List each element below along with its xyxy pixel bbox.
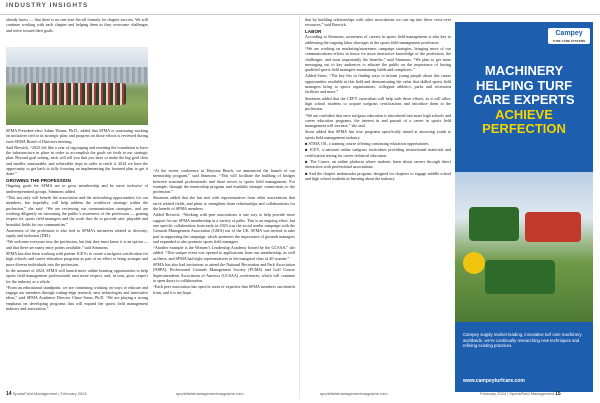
article-column-1-bottom xyxy=(6,128,148,388)
paragraph: Straw added that SFMA has four programs specifically aimed at attracting youth to sports field management industry. xyxy=(305,129,451,140)
logo-text: Campey xyxy=(555,30,583,37)
people-group xyxy=(26,83,126,105)
bullet-item: ■ And the chapter ambassador program, designed for chapters to engage middle school and high school students in learning about the industry. xyxy=(305,170,451,181)
ad-headline xyxy=(461,64,587,137)
article-column-2 xyxy=(153,168,295,388)
bullet-item: ■ ICEV, a national online turfgrass curriculum providing instructional materials and certification testing for career technical education. xyxy=(305,147,451,158)
headline-line-highlight: PERFECTION xyxy=(482,121,566,136)
paragraph: Added Brewick, “Working with peer associations is one way to help provide more support for our SFMA membership in a variety of paths. This is an ongoing effort, but one specific collaboration from early in 2023 was the social media campaign with the Grounds Management Association (GMA) out of the UK. SFMA was invited to take part in supporting the campaign, which promotes the importance of grounds managers and expanded to also promote sports field managers. xyxy=(153,212,295,244)
bullet-item: ■ STMA 101, a training course offering continuing education opportunities. xyxy=(305,141,430,147)
paragraph: Simmons added that she has met with representatives from other associations that serve related fields, and plans to strengthen those relationships and collaborations for the benefit of SFMA members. xyxy=(153,195,295,212)
paragraph: “Each peer association has specific areas of expertise that SFMA members can benefit from, and it is my hope xyxy=(153,284,295,295)
publication-right: February 2024 | SportsField Management xyxy=(480,391,554,396)
page-number-right: 15 xyxy=(555,391,561,397)
bullet-item: ■ The Career, an online platform where students learn about careers through direct interaction with professional associations. xyxy=(305,158,451,170)
footer-left xyxy=(6,391,87,397)
paragraph: “At the recent conference in Daytona Beach, we announced the launch of our mentorship program,” said Simmons. “This will facilitate the building of bridges between seasoned professionals and those newer to sports field management. For example, through the mentorship program and establish stronger connections to the profession.” xyxy=(153,168,295,195)
page-header-band xyxy=(0,0,600,15)
turf-machinery-image xyxy=(455,172,593,322)
footer-right xyxy=(480,391,561,397)
paragraph: SFMA President-elect Adam Thoms, Ph.D., added that SFMA is continuing working on initiatives tied to its strategic plan, and progress on those efforts is reviewed during each SFMA Board of Directors meeting. xyxy=(6,128,148,144)
paragraph: “We are working on marketing/awareness campaign strategies, bringing more of our communications efforts in house for more interactive knowledge of the profession, the challenges, and most importantly the benefits,” said Simmons. “We plan to get more messaging out to key audiences to educate the public on the importance of having qualified sports field managers maintaining fields and complexes.” xyxy=(305,45,451,73)
campey-logo xyxy=(548,28,590,44)
campey-advertisement[interactable] xyxy=(455,22,593,392)
headline-line-highlight: ACHIEVE xyxy=(495,106,553,122)
paragraph: According to Simmons, awareness of careers in sports field management is also key to addressing the ongoing labor shortages in the sports field management profession. xyxy=(305,34,451,45)
subheading: GROWING THE PROFESSION xyxy=(6,177,71,183)
paragraph: “This not only will benefit the association and the networking opportunities for our members, but hopefully, will help address the workforce shortage within the profession,” she said. “We are reviewing our communication strategies, and are working diligently on increasing the public’s awareness of the profession — gaining respect for sports field managers and the work they do to provide safe, playable and beautiful fields for our communities.” xyxy=(6,195,148,227)
ad-body-text: Campey supply market leading, innovative turf care machinery worldwide, we’re continually researching new techniques and refining existing practices. xyxy=(463,332,582,349)
subheading: LABOR xyxy=(305,28,322,34)
article-column-3 xyxy=(305,17,451,388)
logo-subtext: TURF CARE SYSTEMS xyxy=(552,39,586,43)
footer-url-left[interactable]: sportsfieldmanagementmagazine.com xyxy=(176,391,244,396)
paragraph: “From an educational standpoint, we are continuing working on ways to educate and engage our members through cutting-edge research, new technologies and innovative ideas,” said SFMA Academic Director Chase Straw, Ph.D. “We are playing a strong emphasis on developing programs that will expand the sports field management industry and association.” xyxy=(6,284,148,311)
paragraph: Awareness of the profession is also tied to SFMA’s initiatives related to diversity, equity and inclusion (DEI). xyxy=(6,227,148,239)
page-gutter xyxy=(299,14,300,399)
group-photo-image xyxy=(6,47,148,125)
headline-line: CARE EXPERTS xyxy=(473,92,575,107)
publication-left: SportsField Management | February 2024 xyxy=(12,391,87,396)
headline-line: HELPING TURF xyxy=(475,77,573,93)
machine-shape xyxy=(485,260,555,294)
paragraph: Simmons added that the CEFY curriculum will help with these efforts, as it will allow high school students to acquire turfgrass certifications and introduce them to the profession. xyxy=(305,95,451,112)
page-number-left: 14 xyxy=(6,391,12,397)
paragraph: “We welcome everyone into the profession, but that they must know it is an option — and that there are many entry points available,” said Simmons. xyxy=(6,239,148,250)
article-column-1-top xyxy=(6,17,148,46)
section-heading: INDUSTRY INSIGHTS xyxy=(6,2,89,9)
tractor-shape xyxy=(469,207,519,241)
footer-url-right[interactable]: sportsfieldmanagementmagazine.com xyxy=(320,391,388,396)
ad-website-link[interactable]: www.campeyturfcare.com xyxy=(463,378,525,384)
paragraph: Ongoing goals for SFMA are to grow membership and be more inclusive of underrepresented groups, Simmons added. xyxy=(6,183,148,194)
paragraph: SFMA has also been working with partner ICEVs to create a turfgrass certification for high schools and career education programs as part of an effort to bring younger and more diverse individuals into the profession. xyxy=(6,251,148,267)
paragraph: “We are confident that once turfgrass education is introduced into more high schools and career education programs, the interest in and pursuit of a career in sports field management will increase,” she said. xyxy=(305,112,451,129)
paragraph: that by building relationships with other associations we can tap into these cross-over resources,” said Brewick. xyxy=(305,17,451,28)
paragraph: already knew — that there is no one-size-fits-all formula for chapter success. We will continue working with each chapter and helping them as they overcome challenges and strive toward their goals. xyxy=(6,17,148,33)
paragraph: Said Brewick, “2025 felt like a year of regrouping and resetting the foundation to have the infrastructure in place in order to accomplish the goals set forth in our strategic plan. Beyond goal setting, each will tell you that you have to make the big goal clear and smaller, measurable, and achievable steps in order to reach it. 2024 we have the opportunity to get back to fully focusing on implementing the featured plan to get it done.” xyxy=(6,144,148,177)
roller-shape xyxy=(463,252,485,274)
headline-line: MACHINERY xyxy=(484,63,564,78)
paragraph: SFMA has also had invitations to attend the National Recreation and Park Association (NRPA), Professional Grounds Management Society (PGMS) and Golf Course Superintendents Association of America (GCSAA) conferences, which will continue to open doors to collaboration. xyxy=(153,262,295,283)
paragraph: “Another example is the Women’s Leadership Academy hosted by the GCSAA,” she added. “This unique event was opened to applications from our membership, as well as theirs, and SFMA had eight representatives in the inaugural class of 40 women.” xyxy=(153,245,295,261)
paragraph: In the summer of 2024, SFMA will launch more online learning opportunities to help sports field management professionals earn more respect, and, in turn, grow respect for the industry as a whole. xyxy=(6,267,148,284)
mower-shape xyxy=(525,212,581,242)
paragraph: Added Straw, “The key lies in finding ways to inform young people about this career opportunities available in this field and demonstrating the value that skilled sports field managers bring to sports organizations, collegiate athletics, parks and recreation facilities and more.” xyxy=(305,73,451,95)
stadium-stand xyxy=(6,67,148,83)
